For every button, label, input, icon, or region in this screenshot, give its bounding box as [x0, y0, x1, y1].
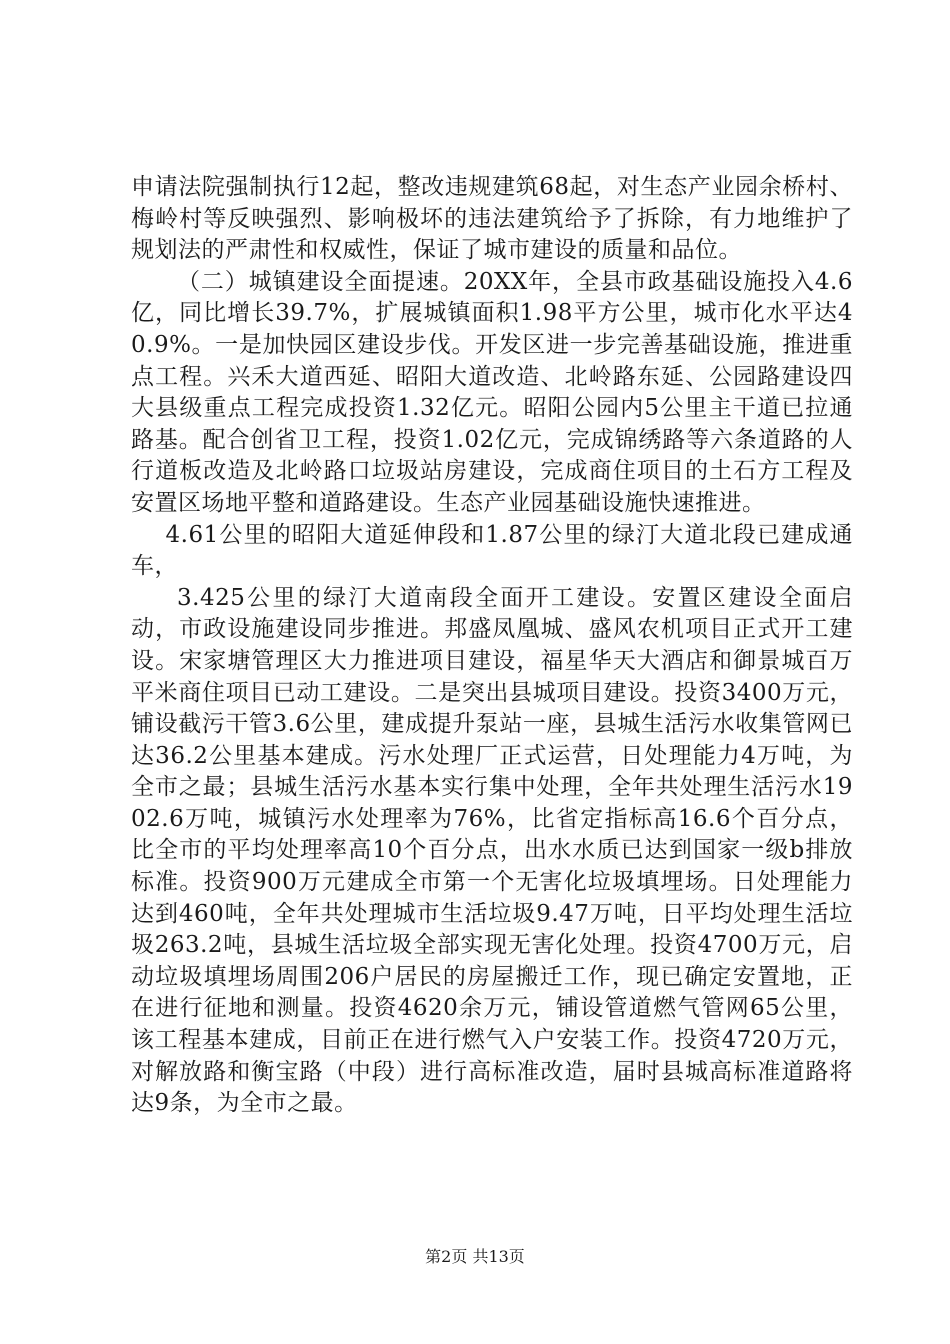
paragraph-3: 4.61公里的昭阳大道延伸段和1.87公里的绿汀大道北段已建成通车，	[131, 521, 853, 580]
page-footer: 第2页 共13页	[425, 1247, 525, 1266]
paragraph-2: （二）城镇建设全面提速。20XX年，全县市政基础设施投入4.6亿，同比增长39.7%，扩展城镇面积1.98平方公里，城市化水平达40.9%。一是加快园区建设步伐。开发区进一步完善基础设施，推进重点工程。兴禾大道西延、昭阳大道改造、北岭路东延、公园路建设四大县级重点工程完成投资1.32亿元。昭阳公园内5公里主干道已拉通路基。配合创省卫工程，投资1.02亿元，完成锦绣路等六条道路的人行道板改造及北岭路口垃圾站房建设，完成商住项目的土石方工程及安置区场地平整和道路建设。生态产业园基础设施快速推进。	[131, 268, 853, 516]
document-body	[131, 172, 853, 1120]
paragraph-1: 申请法院强制执行12起，整改违规建筑68起，对生态产业园余桥村、梅岭村等反映强烈、影响极坏的违法建筑给予了拆除，有力地维护了规划法的严肃性和权威性，保证了城市建设的质量和品位。	[131, 174, 853, 264]
paragraph-4: 3.425公里的绿汀大道南段全面开工建设。安置区建设全面启动，市政设施建设同步推进。邦盛凤凰城、盛风农机项目正式开工建设。宋家塘管理区大力推进项目建设，福星华天大酒店和御景城百万平米商住项目已动工建设。二是突出县城项目建设。投资3400万元，铺设截污干管3.6公里，建成提升泵站一座，县城生活污水收集管网已达36.2公里基本建成。污水处理厂正式运营，日处理能力4万吨，为全市之最；县城生活污水基本实行集中处理，全年共处理生活污水1902.6万吨，城镇污水处理率为76%，比省定指标高16.6个百分点，比全市的平均处理率高10个百分点，出水水质已达到国家一级b排放标准。投资900万元建成全市第一个无害化垃圾填埋场。日处理能力达到460吨，全年共处理城市生活垃圾9.47万吨，日平均处理生活垃圾263.2吨，县城生活垃圾全部实现无害化处理。投资4700万元，启动垃圾填埋场周围206户居民的房屋搬迁工作，现已确定安置地，正在进行征地和测量。投资4620余万元，铺设管道燃气管网65公里，该工程基本建成，目前正在进行燃气入户安装工作。投资4720万元，对解放路和衡宝路（中段）进行高标准改造，届时县城高标准道路将达9条，为全市之最。	[131, 584, 853, 1117]
